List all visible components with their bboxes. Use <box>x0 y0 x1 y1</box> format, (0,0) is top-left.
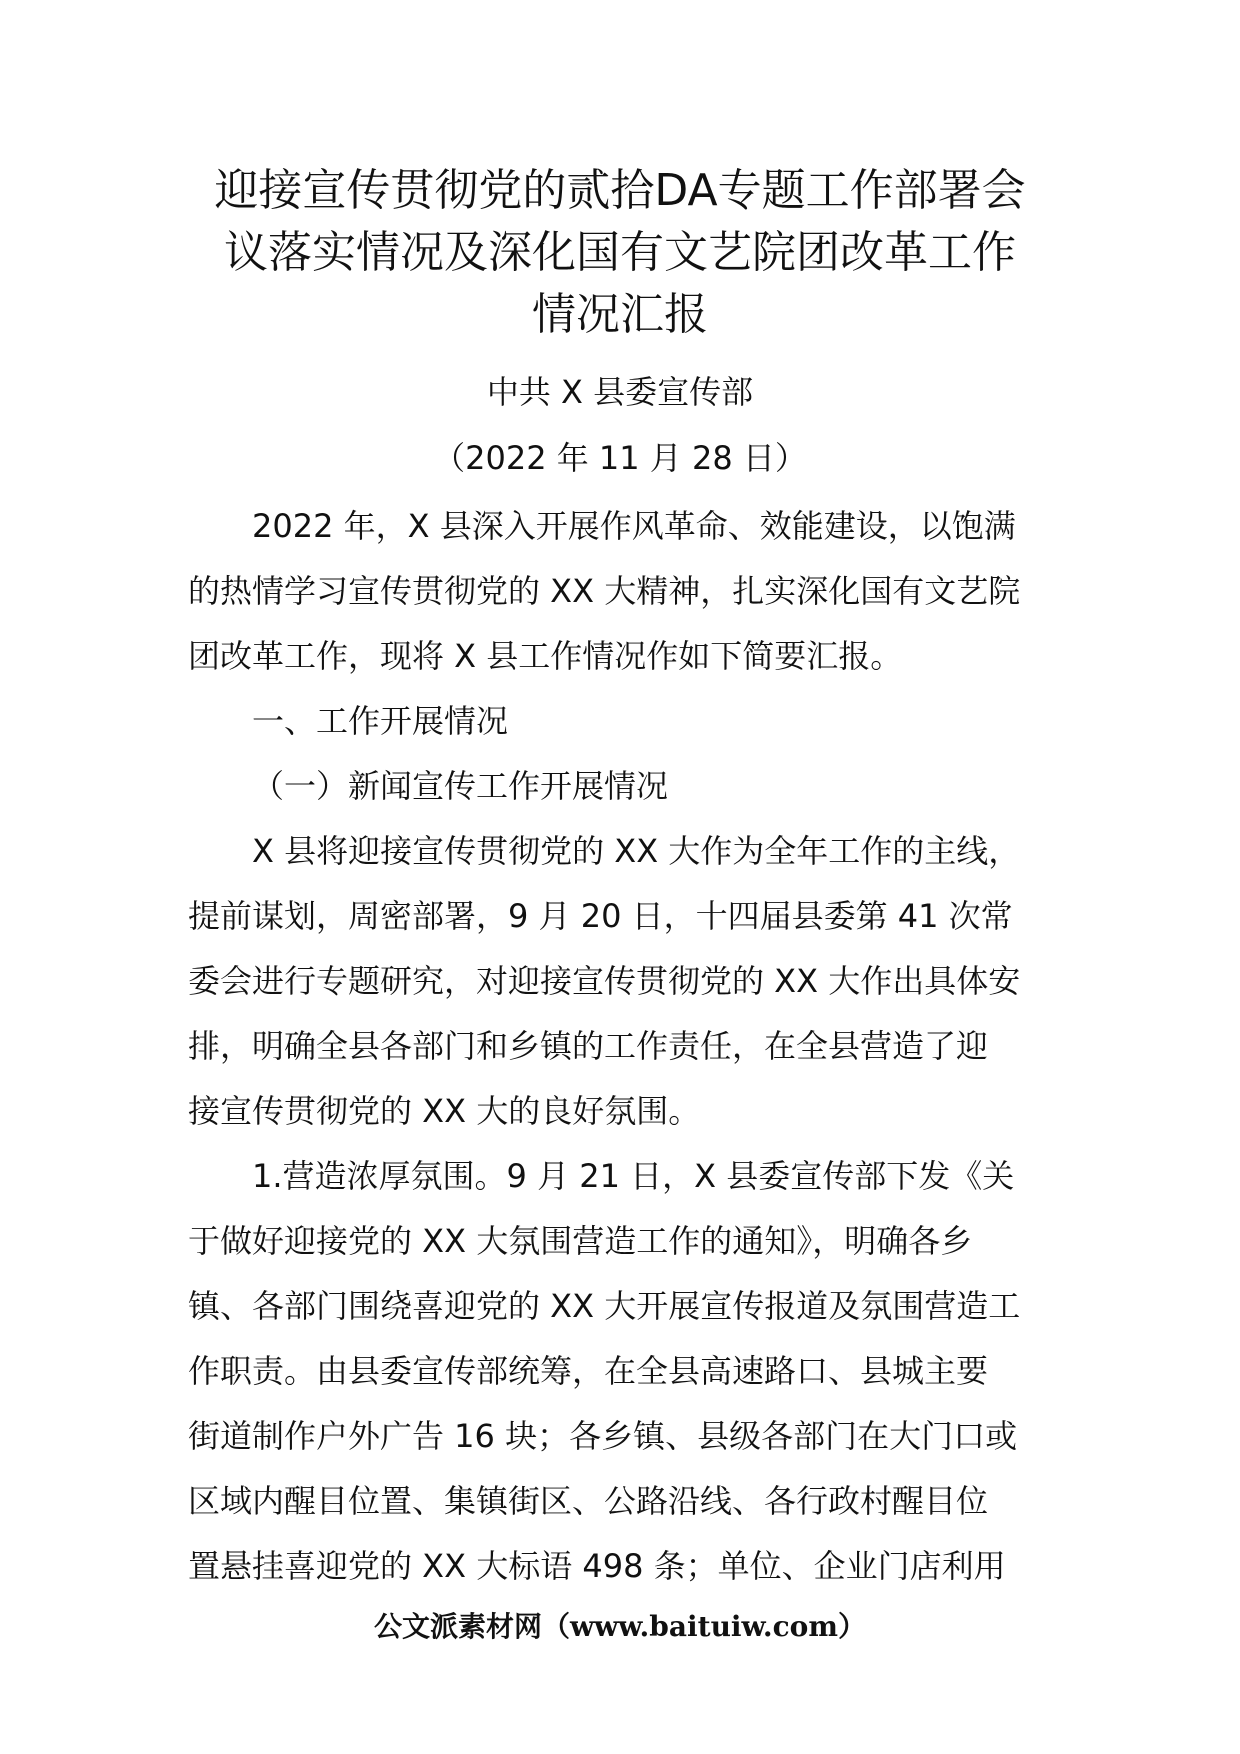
title-line: 迎接宣传贯彻党的贰拾DA专题工作部署会 <box>214 165 1026 216</box>
document-body <box>188 494 1058 1599</box>
document-title <box>180 160 1060 346</box>
body-line: 于做好迎接党的 XX 大氛围营造工作的通知》，明确各乡 <box>188 1222 973 1260</box>
body-line: 街道制作户外广告 16 块；各乡镇、县级各部门在大门口或 <box>188 1417 1018 1455</box>
title-line: 情况汇报 <box>532 289 708 340</box>
document-date: （2022 年 11 月 28 日） <box>433 439 807 477</box>
body-line: 镇、各部门围绕喜迎党的 XX 大开展宣传报道及氛围营造工 <box>188 1287 1021 1325</box>
body-line: 团改革工作，现将 X 县工作情况作如下简要汇报。 <box>188 637 903 675</box>
document-author: 中共 X 县委宣传部 <box>486 373 754 411</box>
footer-watermark: 公文派素材网（www.baituiw.com） <box>374 1610 866 1643</box>
body-line: 作职责。由县委宣传部统筹，在全县高速路口、县城主要 <box>188 1352 989 1390</box>
body-line: X 县将迎接宣传贯彻党的 XX 大作为全年工作的主线， <box>252 832 1021 870</box>
body-line: 2022 年，X 县深入开展作风革命、效能建设，以饱满 <box>252 507 1016 545</box>
body-line: 置悬挂喜迎党的 XX 大标语 498 条；单位、企业门店利用 <box>188 1547 1006 1585</box>
title-line: 议落实情况及深化国有文艺院团改革工作 <box>224 227 1016 278</box>
body-line: 1.营造浓厚氛围。9 月 21 日，X 县委宣传部下发《关 <box>252 1157 1015 1195</box>
body-line: 提前谋划，周密部署，9 月 20 日，十四届县委第 41 次常 <box>188 897 1013 935</box>
section-heading: 一、工作开展情况 <box>252 702 509 740</box>
subsection-heading: （一）新闻宣传工作开展情况 <box>252 767 669 805</box>
body-line: 排，明确全县各部门和乡镇的工作责任，在全县营造了迎 <box>188 1027 989 1065</box>
body-line: 接宣传贯彻党的 XX 大的良好氛围。 <box>188 1092 701 1130</box>
body-line: 区域内醒目位置、集镇街区、公路沿线、各行政村醒目位 <box>188 1482 989 1520</box>
body-line: 的热情学习宣传贯彻党的 XX 大精神，扎实深化国有文艺院 <box>188 572 1021 610</box>
body-line: 委会进行专题研究，对迎接宣传贯彻党的 XX 大作出具体安 <box>188 962 1021 1000</box>
